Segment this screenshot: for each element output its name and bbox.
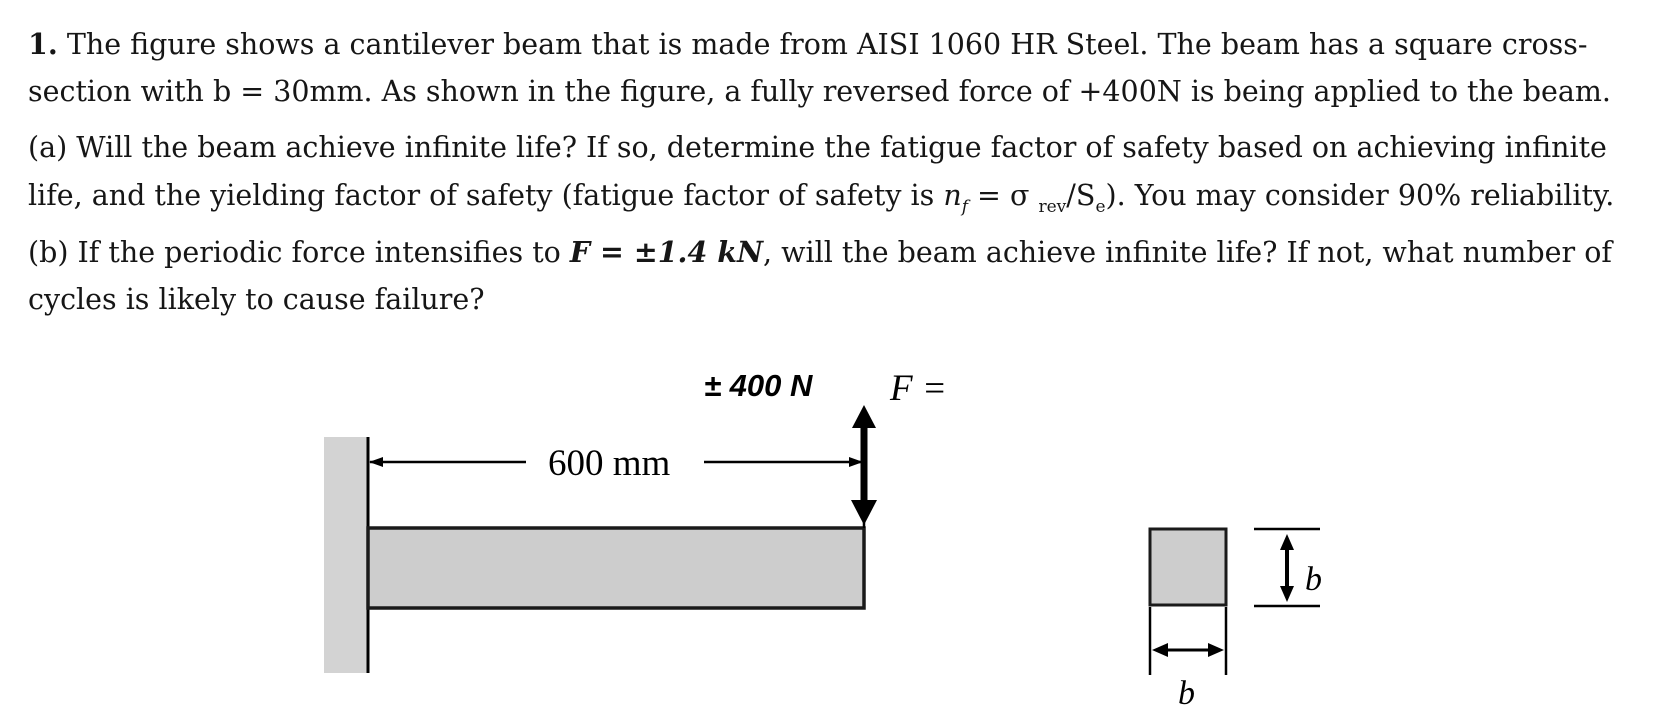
- part-a-line-2: life, and the yielding factor of safety (fatigue factor of safety is $n_f = \sigma$ $_{rev}/S_e$). You may consider 90% reliability.: [28, 179, 1615, 217]
- force-double-arrow: [851, 405, 877, 525]
- b-dim-vertical-arrow: [1280, 534, 1294, 602]
- b-label-right: b: [1305, 561, 1322, 598]
- beam: [368, 528, 864, 608]
- cross-section-square: [1150, 529, 1226, 605]
- nf-subscript: f: [961, 197, 968, 217]
- wall-support: [324, 437, 368, 673]
- force-label: ± 400 N: [704, 368, 813, 403]
- part-a-line-1: (a) Will the beam achieve infinite life? If so, determine the fatigue factor of safety based on achieving infinite: [28, 131, 1607, 164]
- force-expression: F = ±1.4 kN: [569, 235, 764, 269]
- nf-symbol: n: [943, 179, 962, 212]
- part-b-line-1: (b) If the periodic force intensifies to F = ±1.4 kN, will the beam achieve infinite life? If not, what number of: [28, 235, 1612, 269]
- intro-line-2: section with b = 30mm. As shown in the figure, a fully reversed force of +400N is being applied to the beam.: [28, 75, 1611, 108]
- part-a-line-2-end: ). You may consider 90% reliability.: [1105, 179, 1615, 212]
- e-subscript: e: [1095, 197, 1106, 217]
- slash-s: /S: [1066, 179, 1096, 212]
- b-dim-horizontal-arrow: [1152, 643, 1224, 657]
- equals-sigma: = σ: [967, 179, 1039, 212]
- f-equals-label: F =: [890, 368, 947, 409]
- b-label-bottom: b: [1178, 675, 1195, 712]
- rev-subscript: rev: [1038, 197, 1067, 217]
- intro-text-1: The figure shows a cantilever beam that is made from AISI 1060 HR Steel. The beam has a square cross-: [66, 28, 1588, 61]
- problem-number: 1.: [28, 27, 58, 61]
- length-label: 600 mm: [548, 443, 671, 484]
- part-b-line-2: cycles is likely to cause failure?: [28, 283, 485, 316]
